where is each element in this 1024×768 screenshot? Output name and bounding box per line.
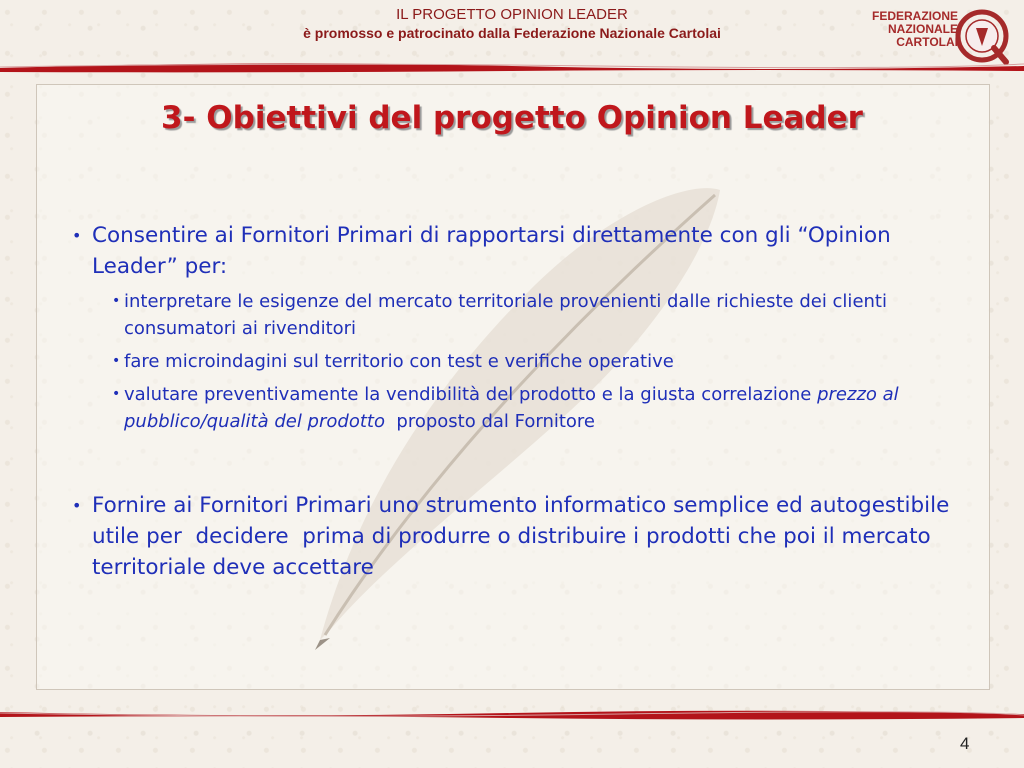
- logo-line-2: NAZIONALE: [888, 22, 958, 36]
- sub-bullet-emphasis: prezzo al pubblico/qualità del prodotto: [124, 384, 899, 432]
- spacer: [70, 435, 960, 490]
- bullet-item: [70, 490, 960, 583]
- header-title: IL PROGETTO OPINION LEADER: [396, 6, 628, 23]
- logo-line-3: CARTOLAI: [896, 35, 958, 49]
- sub-bullet-text-post: proposto dal Fornitore: [384, 411, 596, 432]
- sub-bullet-text: fare microindagini sul territorio con test e verifiche operative: [124, 351, 674, 372]
- bullet-item: [70, 220, 960, 282]
- logo-text: [868, 10, 958, 49]
- sub-bullet-text-pre: valutare preventivamente la vendibilità del prodotto e la giusta correlazione: [124, 384, 818, 405]
- bullet-icon: •: [112, 353, 121, 369]
- sub-bullet-item: [70, 288, 960, 342]
- bullet-icon: •: [112, 386, 121, 402]
- bottom-decorative-swoosh: [0, 704, 1024, 724]
- page-number: 4: [960, 734, 970, 753]
- bullet-text: Consentire ai Fornitori Primari di rapportarsi direttamente con gli “Opinion Leader” per:: [92, 223, 891, 279]
- bullet-icon: •: [112, 293, 121, 309]
- sub-bullet-text: interpretare le esigenze del mercato territoriale provenienti dalle richieste dei clienti consumatori ai rivenditori: [124, 291, 887, 339]
- sub-bullet-item: [70, 381, 960, 435]
- federation-logo: [868, 4, 1018, 64]
- header-subtitle: è promosso e patrocinato dalla Federazione Nazionale Cartolai: [303, 25, 721, 41]
- bullet-icon: •: [72, 496, 82, 515]
- sub-bullet-item: [70, 348, 960, 375]
- pen-nib-logo-icon: [954, 6, 1014, 66]
- bullet-text: Fornire ai Fornitori Primari uno strumento informatico semplice ed autogestibile utile per decidere prima di produrre o distribuire i prodotti che poi il mercato territoriale deve accettare: [92, 493, 957, 580]
- slide-body: [70, 220, 960, 583]
- bullet-icon: •: [72, 226, 82, 245]
- logo-line-1: FEDERAZIONE: [871, 9, 958, 23]
- top-decorative-swoosh: [0, 58, 1024, 78]
- slide-title: 3- Obiettivi del progetto Opinion Leader: [161, 100, 863, 136]
